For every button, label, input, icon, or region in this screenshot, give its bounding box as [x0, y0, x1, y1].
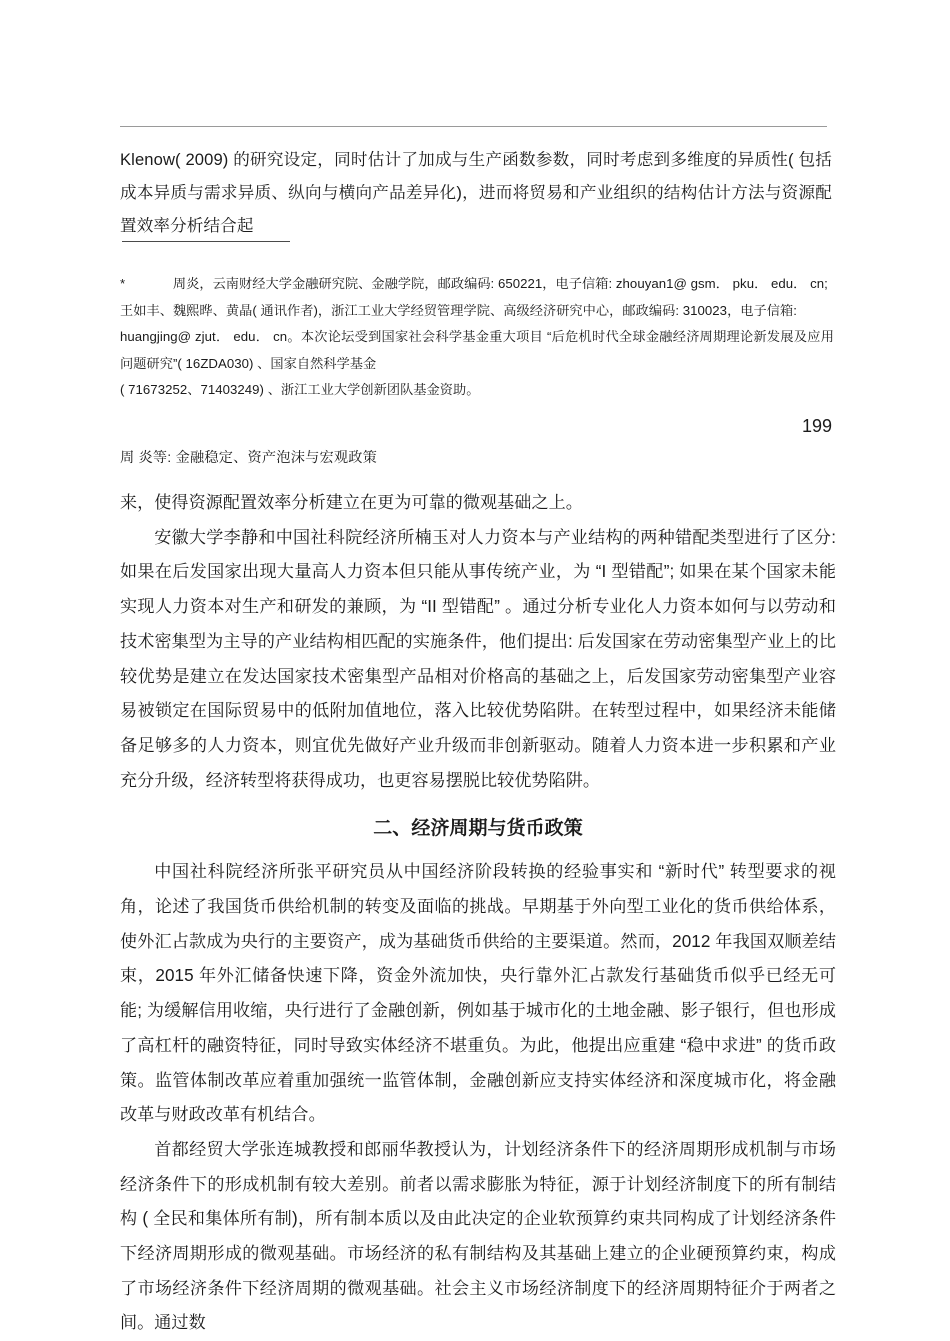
paragraph-business-cycle: 首都经贸大学张连城教授和郎丽华教授认为，计划经济条件下的经济周期形成机制与市场经济条件下的形成机制有较大差别。前者以需求膨胀为特征，源于计划经济制度下的所有制结构 ( 全民和集体所有制)，所有制本质以及由此决定的企业软预算约束共同构成了计划经济条件下经济周期形成的微观基础。市场经济的私有制结构及其基础上建立的企业硬预算约束，构成了市场经济条件下经济周期的微观基础。社会主义市场经济制度下的经济周期特征介于两者之间。通过数 [120, 1139, 836, 1333]
top-divider-rule [120, 126, 827, 127]
paragraph-human-capital: 安徽大学李静和中国社科院经济所楠玉对人力资本与产业结构的两种错配类型进行了区分: 如果在后发国家出现大量高人力资本但只能从事传统产业，为 “I 型错配”; 如果在某个国家未能实现人力资本对生产和研发的兼顾，为 “II 型错配” 。通过分析专业化人力资本如何与以劳动和技术密集型为主导的产业结构相匹配的实施条件，他们提出: 后发国家在劳动密集型产业上的比较优势是建立在发达国家技术密集型产品相对价格高的基础之上，后发国家劳动密集型产业容易被锁定在国际贸易中的低附加值地位，落入比较优势陷阱。在转型过程中，如果经济未能储备足够多的人力资本，则宜优先做好产业升级而非创新驱动。随着人力资本进一步积累和产业充分升级，经济转型将获得成功，也更容易摆脱比较优势陷阱。 [120, 527, 836, 790]
continued-paragraph-block [120, 143, 832, 242]
footnote-line-2: 王如丰、魏熙晔、黄晶( 通讯作者)，浙江工业大学经贸管理学院、高级经济研究中心，邮政编码: 310023，电子信箱: [120, 302, 797, 318]
section-heading: 二、经济周期与货币政策 [373, 818, 583, 840]
footnote-separator-rule [122, 241, 290, 242]
paragraph-monetary-policy: 中国社科院经济所张平研究员从中国经济阶段转换的经验事实和 “新时代” 转型要求的视角，论述了我国货币供给机制的转变及面临的挑战。早期基于外向型工业化的货币供给体系，使外汇占款成为央行的主要资产，成为基础货币供给的主要渠道。然而，2012 年我国双顺差结束，2015 年外汇储备快速下降，资金外流加快，央行靠外汇占款发行基础货币似乎已经无可能; 为缓解信用收缩，央行进行了金融创新，例如基于城市化的土地金融、影子银行，但也形成了高杠杆的融资特征，同时导致实体经济不堪重负。为此，他提出应重建 “稳中求进” 的货币政策。监管体制改革应着重加强统一监管体制，金融创新应支持实体经济和深度城市化，将金融改革与财政改革有机结合。 [120, 862, 836, 1125]
continued-paragraph-text: Klenow( 2009) 的研究设定，同时估计了加成与生产函数参数，同时考虑到多维度的异质性( 包括成本异质与需求异质、纵向与横向产品差异化)，进而将贸易和产业组织的结构估计方法与资源配置效率分析结合起 [120, 150, 832, 235]
footnote-block [120, 271, 834, 404]
page-number: 199 [801, 416, 832, 436]
footnote-marker: * [120, 276, 126, 291]
main-body-column [120, 486, 836, 1341]
running-head: 周 炎等: 金融稳定、资产泡沫与宏观政策 [120, 450, 378, 466]
footnote-line-4: ( 71673252、71403249) 、浙江工业大学创新团队基金资助。 [120, 382, 480, 398]
paragraph-continued: 来，使得资源配置效率分析建立在更为可靠的微观基础之上。 [120, 493, 583, 512]
footnote-line-3: huangjing@ zjut． edu． cn。本次论坛受到国家社会科学基金重大项目 “后危机时代全球金融经济周期理论新发展及应用问题研究”( 16ZDA030) 、国家自然科学基金 [120, 329, 834, 371]
footnote-line-1 [120, 271, 834, 298]
footnote-line-1-text: 周炎，云南财经大学金融研究院、金融学院，邮政编码: 650221，电子信箱: zhouyan1@ gsm． pku． edu． cn; [172, 276, 828, 291]
